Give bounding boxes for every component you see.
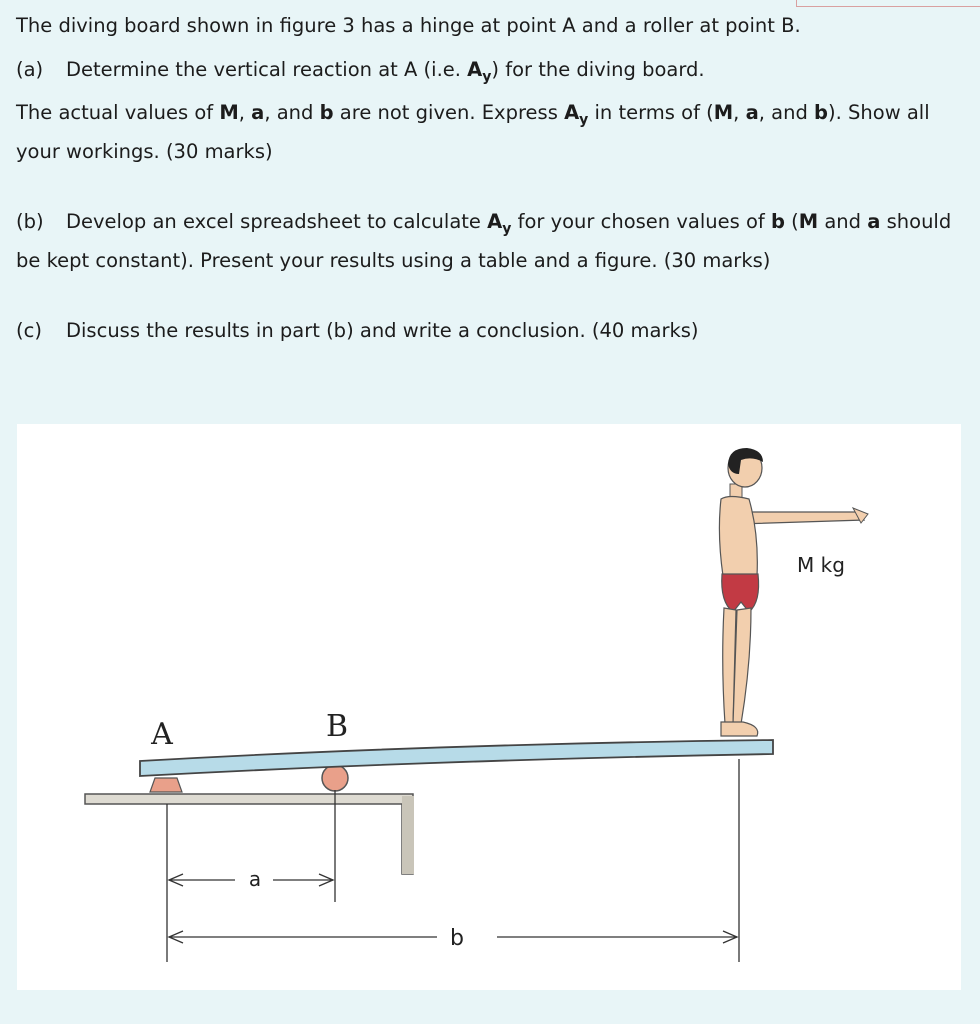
part-a-text: Determine the vertical reaction at A (i.e. [66, 58, 468, 81]
diving-board-diagram [17, 424, 961, 990]
dim-a-label: a [248, 867, 262, 891]
var-a: a [251, 101, 265, 124]
label-a: A [151, 717, 173, 752]
dim-b-label: b [450, 926, 464, 951]
var-b: b [319, 101, 334, 124]
part-c-question [16, 315, 966, 347]
part-b-label: (b) [16, 210, 44, 233]
ay-variable: $A_y$ [487, 210, 512, 237]
part-c-label: (c) [16, 319, 42, 342]
part-a-instructions: The actual values of M, a, and b are not given. Express $A_y$ in terms of (M, a, and b). Show all your workings. (30 marks) [16, 101, 930, 163]
diving-board-figure [17, 424, 961, 990]
intro-text: The diving board shown in figure 3 has a hinge at point A and a roller at point B. [16, 14, 801, 37]
part-a-label: (a) [16, 58, 44, 81]
pier-ground [85, 794, 413, 874]
part-a-text-end: ) for the diving board. [491, 58, 705, 81]
hinge-support-a [150, 778, 182, 792]
roller-support-b [322, 765, 348, 791]
ay-variable: $A_y$ [467, 58, 492, 85]
top-decoration-line [796, 0, 980, 7]
label-b: B [325, 709, 349, 744]
pier-wall [402, 796, 414, 874]
diver-figure [719, 448, 868, 736]
var-m: M [219, 101, 239, 124]
part-a-question [16, 54, 966, 93]
ay-variable: $A_y$ [564, 101, 589, 128]
intro-paragraph [16, 10, 966, 42]
part-b-question: (b) Develop an excel spreadsheet to calculate $A_y$ for your chosen values of b (M and a should be kept constant). Present your results using a table and a figure. (30 marks) [16, 206, 966, 277]
mass-label: M kg [797, 553, 845, 577]
diving-board [140, 740, 773, 776]
part-c-text: Discuss the results in part (b) and write a conclusion. (40 marks) [66, 319, 699, 342]
